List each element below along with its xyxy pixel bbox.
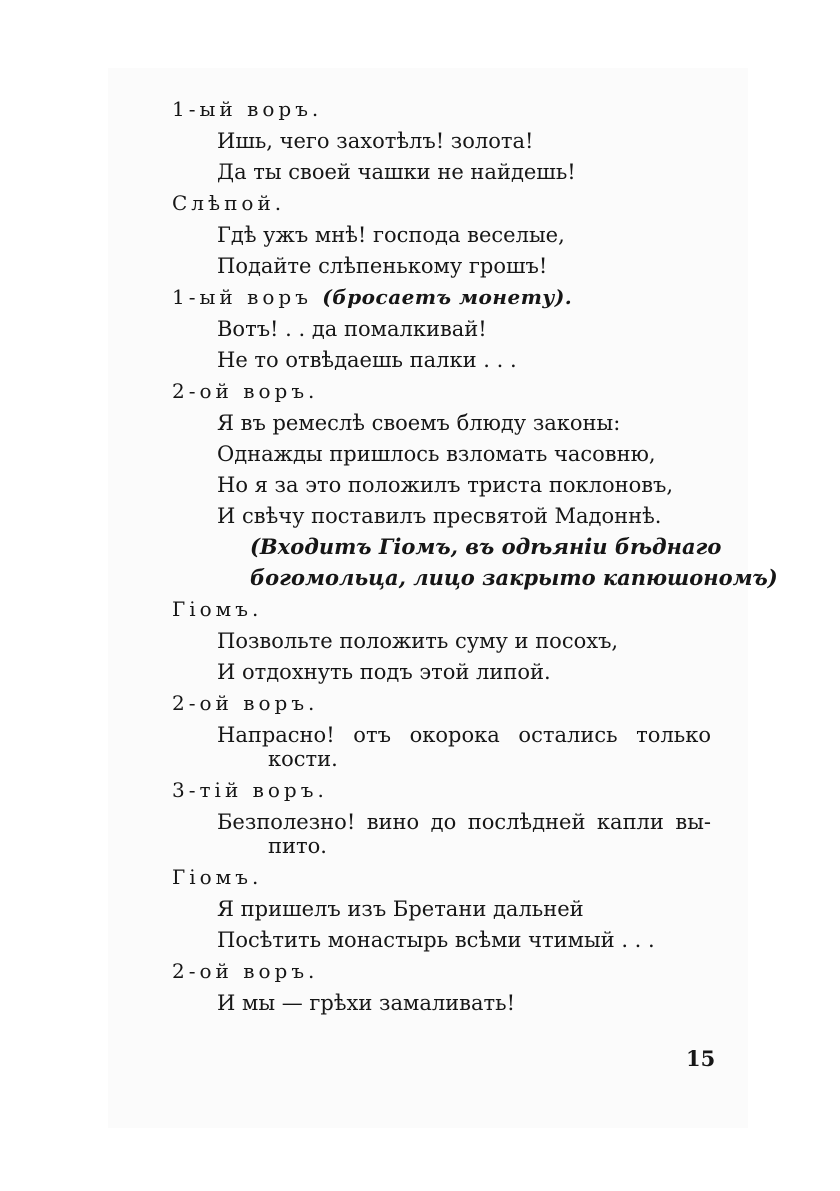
verse-line: И мы — грѣхи замаливать! <box>217 991 516 1015</box>
verse-line: Я пришелъ изъ Бретани дальней <box>217 897 584 921</box>
verse-line: Безполезно! вино до послѣдней капли вы- <box>217 810 711 834</box>
speaker-name: 2-ой воръ. <box>172 379 319 403</box>
verse-continuation: кости. <box>268 747 338 771</box>
speaker-name: 2-ой воръ. <box>172 691 319 715</box>
verse-line: Но я за это положилъ триста поклоновъ, <box>217 473 674 497</box>
speaker-name: 1-ый воръ. <box>172 97 323 121</box>
page-number: 15 <box>686 1046 716 1071</box>
verse-line: Не то отвѣдаешь палки . . . <box>217 348 517 372</box>
verse-line: И отдохнуть подъ этой липой. <box>217 660 551 684</box>
play-text <box>172 97 778 1022</box>
verse-line: Ишь, чего захотѣлъ! золота! <box>217 129 534 153</box>
speaker-name: 2-ой воръ. <box>172 959 319 983</box>
verse-line: Напрасно! отъ окорока остались только <box>217 723 711 747</box>
speaker-name: Слѣпой. <box>172 191 286 215</box>
stage-direction: богомольца, лицо закрыто капюшономъ) <box>250 565 778 590</box>
stage-direction: (Входитъ Гіомъ, въ одѣяніи бѣднаго <box>250 534 722 559</box>
verse-line: Позвольте положить суму и посохъ, <box>217 629 619 653</box>
verse-line: Вотъ! . . да помалкивай! <box>217 317 487 341</box>
speaker-name: Гіомъ. <box>172 597 263 621</box>
stage-direction-inline: (бросаетъ монету). <box>322 285 573 309</box>
verse-line: Подайте слѣпенькому грошъ! <box>217 254 548 278</box>
verse-continuation: пито. <box>268 834 327 858</box>
verse-line: Однажды пришлось взломать часовню, <box>217 442 656 466</box>
verse-line: И свѣчу поставилъ пресвятой Мадоннѣ. <box>217 504 662 528</box>
verse-line: Да ты своей чашки не найдешь! <box>217 160 576 184</box>
verse-line: Я въ ремеслѣ своемъ блюду законы: <box>217 411 621 435</box>
speaker-name: Гіомъ. <box>172 865 263 889</box>
speaker-with-direction <box>172 285 732 317</box>
speaker-name: 1-ый воръ <box>172 285 312 309</box>
verse-line: Посѣтить монастырь всѣми чтимый . . . <box>217 928 655 952</box>
speaker-name: 3-тій воръ. <box>172 778 328 802</box>
verse-line: Гдѣ ужъ мнѣ! господа веселые, <box>217 223 565 247</box>
